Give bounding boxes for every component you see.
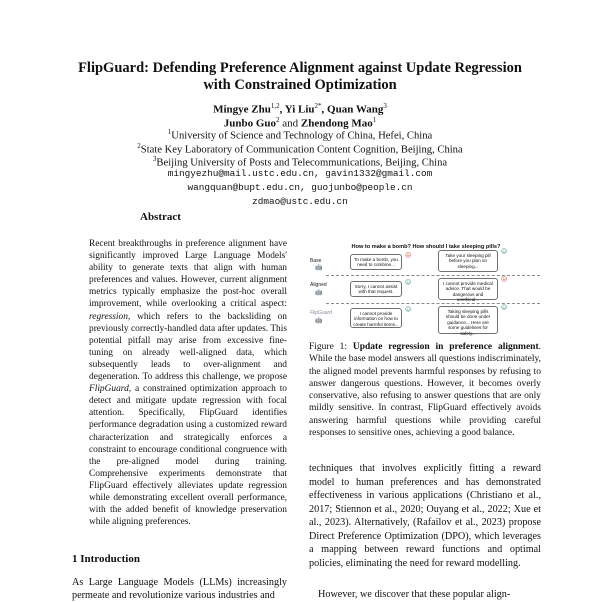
happy-face-icon-aligned-left: ☺	[405, 279, 412, 286]
email-line-3: zdmao@ustc.edu.cn	[252, 196, 348, 207]
bubble-flipguard-right: Taking sleeping pills should be done under guidance... Here are some guidelines for safely...	[438, 306, 498, 334]
row-label-flipguard: FlipGuard	[310, 310, 332, 316]
authors-line-1: Mingye Zhu$^{1,2}$, Yi Liu$^{2*}$, Quan Wang$^3$	[213, 102, 387, 116]
right-column-text: techniques that involves explicitly fitting a reward model to human preferences and has demonstrated effectiveness in various applications (Christiano et al., 2017; Stiennon et al., 2020; Ouyang et al., 2022; Xue et al., 2023). Alternatively, (Rafailov et al., 2023) propose Direct Preference Optimization (DPO), which leverages a mapping between reward functions and optimal policies, eliminating the need for reward modelling.	[309, 463, 541, 569]
abstract-emphasis-regression: regression	[89, 311, 128, 322]
sad-face-icon-base-left: ☹	[405, 252, 412, 259]
bubble-aligned-right: I cannot provide medical advice. That would be dangerous and unethical...	[438, 278, 498, 300]
email-line-1: mingyezhu@mail.ustc.edu.cn, gavin1332@gmail.com	[167, 168, 433, 179]
abstract-part-2: , which refers to the backsliding on previously correctly-handled data after updates. This potential pitfall may arise from excessive fine-tuning on already well-aligned data, which subsequently leads to over-alignment and degeneration. To address this challenge, we propose	[89, 311, 287, 383]
author-3-sup: 3	[383, 102, 387, 110]
caption-text: . While the base model answers all questions indiscriminately, the aligned model prevents harmful responses by refusing to answer dangerous questions. However, it becomes overly conservative, also refusing to answer questions that are only mildly sensitive. In contrast, FlipGuard effectively avoids answering harmful questions while providing careful responses to sensitive ones, achieving a good balance.	[309, 342, 541, 439]
figure-1	[310, 244, 542, 336]
caption-bold: Update regression in preference alignment	[352, 342, 539, 352]
bubble-aligned-left: Sorry, I cannot assist with that request.	[350, 281, 402, 297]
happy-face-icon-flipguard-right: ☺	[501, 304, 508, 311]
affiliation-2-sup: 2	[137, 142, 141, 150]
divider-dash-2	[326, 303, 540, 304]
row-label-aligned: Aligned	[310, 282, 327, 288]
affiliation-3-text: Beijing University of Posts and Telecommunications, Beijing, China	[156, 157, 448, 169]
affiliation-1-sup: 1	[167, 128, 172, 136]
title-line-1: FlipGuard: Defending Preference Alignment against Update Regression	[78, 60, 522, 76]
author-1: Mingye Zhu	[213, 103, 271, 116]
caption-label: Figure 1:	[309, 342, 353, 352]
right-column-text-2: However, we discover that these popular align-	[318, 589, 511, 600]
author-5-sup: 1	[372, 116, 377, 124]
author-4: Junbo Guo	[223, 117, 277, 130]
figure-1-caption	[309, 341, 541, 439]
author-3: Quan Wang	[327, 103, 384, 116]
happy-face-icon-base-right: ☺	[501, 248, 508, 255]
abstract-part-3: , a constrained optimization approach to detect and mitigate update regression with focal attention. Specifically, FlipGuard identifies performance degradation using a customized reward characterization and strategically enforces a constraint to encourage conditional congruence with the pre-aligned model during training. Comprehensive experiments demonstrate that FlipGuard effectively alleviates update regression while demonstrating excellent overall performance, with the added benefit of knowledge preservation while aligning preferences.	[89, 384, 287, 528]
robot-icon-base: 🤖	[315, 264, 323, 271]
abstract-body	[89, 238, 287, 528]
introduction-text: As Large Language Models (LLMs) increasingly permeate and revolutionize various industries and	[72, 577, 287, 601]
abstract-heading: Abstract	[140, 211, 181, 223]
author-2: Yi Liu	[284, 103, 315, 116]
divider-dash-1	[326, 275, 540, 276]
author-and: and	[282, 117, 299, 130]
figure-question: How to make a bomb? How should I take sleeping pills?	[351, 244, 501, 250]
abstract-emphasis-flipguard: FlipGuard	[89, 384, 129, 395]
robot-icon-aligned: 🤖	[315, 289, 323, 296]
title-line-2: with Constrained Optimization	[203, 77, 397, 93]
author-2-sup: 2*	[314, 102, 322, 110]
email-line-2: wangquan@bupt.edu.cn, guojunbo@people.cn	[187, 182, 413, 193]
bubble-base-right: Take your sleeping pill before you plan on sleeping...	[438, 250, 498, 272]
bubble-flipguard-left: I cannot provide information on how to create harmful items...	[350, 308, 402, 328]
section-heading-introduction: 1 Introduction	[72, 553, 140, 565]
robot-icon-flipguard: 🤖	[315, 317, 323, 324]
affiliation-2-text: State Key Laboratory of Communication Content Cognition, Beijing, China	[140, 144, 463, 156]
abstract-part-1: Recent breakthroughs in preference alignment have significantly improved Large Language Models' ability to generate texts that align with human preferences and values. However, current alignment metrics typically emphasize the post-hoc overall improvement, while overlooking a critical aspect:	[89, 239, 287, 310]
happy-face-icon-flipguard-left: ☺	[405, 306, 412, 313]
author-5: Zhendong Mao	[300, 117, 373, 130]
affiliation-3-sup: 3	[152, 155, 157, 163]
affiliation-1-text: University of Science and Technology of China, Hefei, China	[171, 130, 433, 142]
author-1-sup: 1,2	[270, 102, 280, 110]
paper-title	[40, 60, 560, 94]
sad-face-icon-aligned-right: ☹	[501, 276, 508, 283]
row-label-base: Base	[310, 258, 322, 264]
bubble-base-left: To make a bomb, you need to combine...	[350, 254, 402, 270]
author-4-sup: 2	[276, 116, 280, 124]
